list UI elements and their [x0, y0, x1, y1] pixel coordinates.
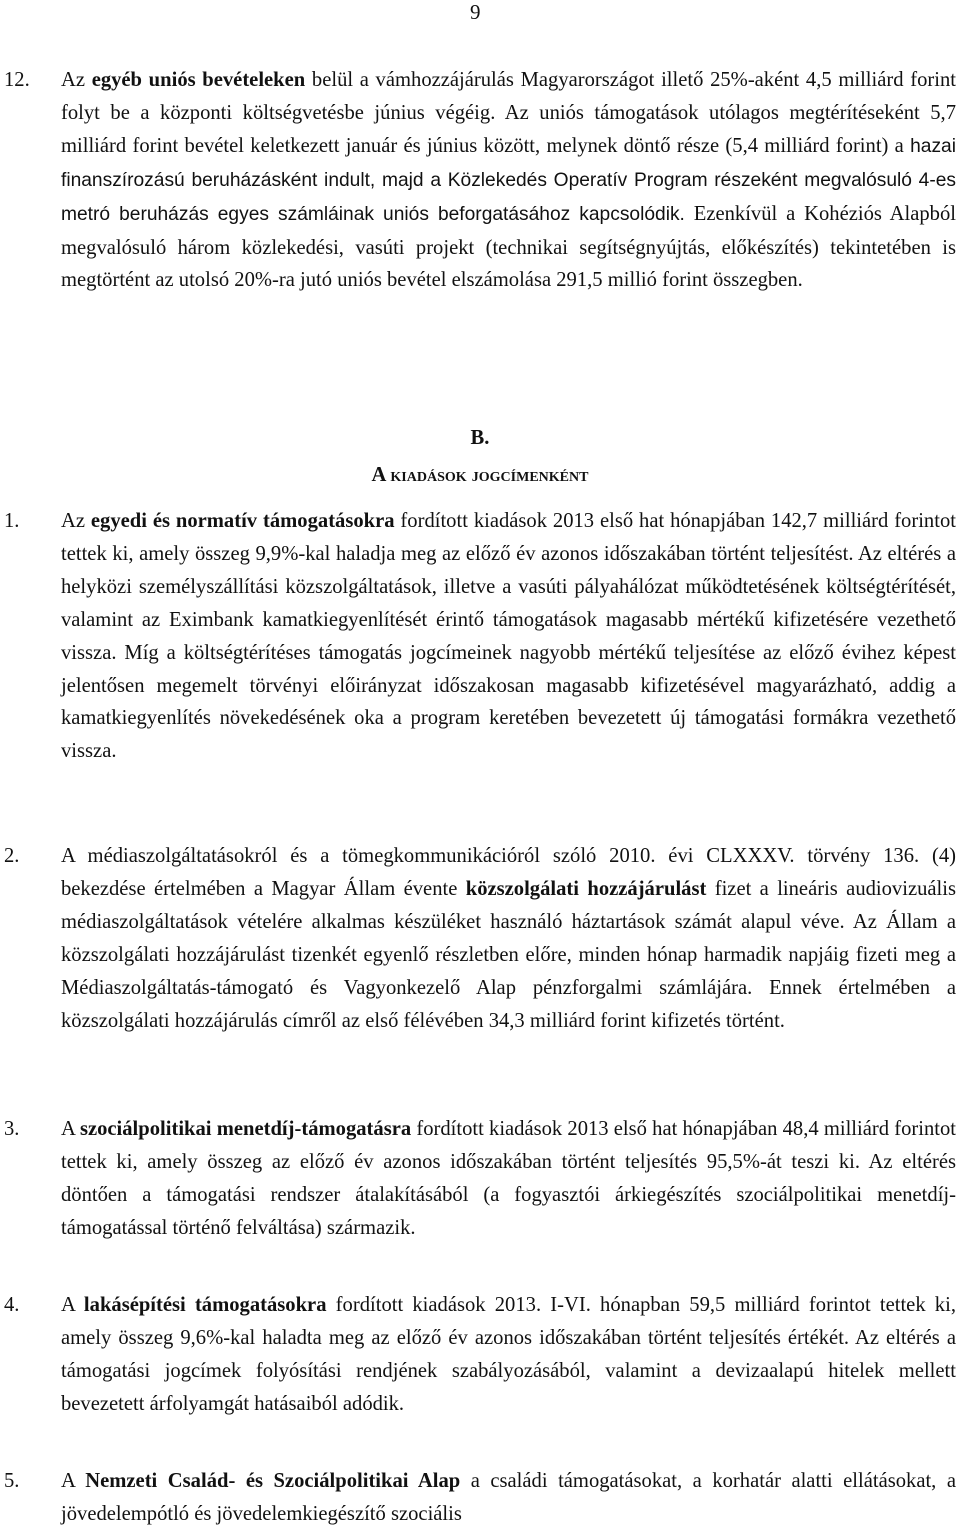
- item-text: [61, 505, 956, 768]
- text-segment: A: [61, 1294, 84, 1316]
- item-number: 1.: [4, 510, 20, 532]
- text-segment: a családi támogatásokat, a korhatár alatti ellátásokat, a jövedelempótló és jövedelemkiegészítő szociális: [61, 1470, 956, 1525]
- text-segment: fordított kiadások 2013. I-VI. hónapban 59,5 milliárd forintot tettek ki, amely összeg 9,6%-kal haladta meg az előző év azonos időszakában történt teljesítés értékét. Az eltérés a támogatási jogcímek folyósítási rendjének szabályozásából, valamint a devizaalapú hitelek mellett bevezetett árfolyamgát hatásaiból adódik.: [61, 1294, 956, 1415]
- text-segment-bold: lakásépítési támogatásokra: [83, 1294, 327, 1316]
- item-text: [61, 840, 956, 1037]
- item-text: [61, 1465, 956, 1531]
- list-item: [0, 840, 960, 1037]
- list-item: [0, 1465, 960, 1531]
- page-number: 9: [470, 0, 481, 24]
- section-title: A kiadások jogcímenként: [371, 464, 589, 486]
- text-segment: Ezenkívül a Kohéziós Alapból megvalósuló három közlekedési, vasúti projekt (technikai segítségnyújtás, előkészítés) tekintetében is megtörtént az utolsó 20%-ra jutó uniós bevétel elszámolása 291,5 millió forint összegben.: [61, 202, 956, 292]
- list-item: [0, 1113, 960, 1245]
- text-segment-sans: hazai finanszírozású beruházásként indult, majd a Közlekedés Operatív Program részeként megvalósuló 4-es metró beruházás egyes számláinak uniós beforgatásához kapcsolódik.: [61, 135, 956, 225]
- item-text: [61, 1289, 956, 1421]
- item-number: 5.: [4, 1470, 20, 1492]
- item-number: 12.: [4, 69, 30, 91]
- text-segment-bold: Nemzeti Család- és Szociálpolitikai Alap: [85, 1470, 461, 1492]
- list-item: [0, 64, 960, 297]
- list-item: [0, 1289, 960, 1421]
- text-segment: fordított kiadások 2013 első hat hónapjában 48,4 milliárd forintot tettek ki, amely összeg az előző év azonos időszakában történt teljesítés 95,5%-át teszi ki. Az eltérés döntően a támogatási rendszer átalakításából (a fogyasztói árkiegészítés szociálpolitikai menetdíj-támogatással történő felváltása) származik.: [61, 1118, 957, 1239]
- item-number: 2.: [4, 845, 20, 867]
- item-text: [61, 64, 956, 297]
- text-segment-bold: egyedi és normatív támogatásokra: [90, 510, 395, 532]
- text-segment: Az: [61, 510, 91, 532]
- text-segment: A: [61, 1118, 80, 1140]
- item-text: [61, 1113, 956, 1245]
- text-segment: A: [61, 1470, 86, 1492]
- list-item: [0, 505, 960, 768]
- section-letter: B.: [470, 427, 490, 449]
- text-segment: Az: [61, 69, 92, 91]
- text-segment: belül a vámhozzájárulás Magyarországot illető 25%-aként 4,5 milliárd forint folyt be a központi költségvetésbe június végéig. Az uniós támogatások utólagos megtérítéseként 5,7 milliárd forint bevétel keletkezett január és június között, melynek döntő része (5,4 milliárd forint) a: [61, 69, 956, 157]
- text-segment-bold: közszolgálati hozzájárulást: [465, 877, 707, 900]
- item-number: 4.: [4, 1294, 20, 1316]
- text-segment-bold: egyéb uniós bevételeken: [91, 69, 306, 91]
- text-segment: fordított kiadások 2013 első hat hónapjában 142,7 milliárd forintot tettek ki, amely összeg 9,9%-kal haladja meg az előző év azonos időszakában történt teljesítést. Az eltérés a helyközi személyszállítási közszolgáltatások, illetve a vasúti pályahálózat működtetésének költségtérítését, valamint az Eximbank kamatkiegyenlítését érintő támogatások magasabb mértékű kifizetésére vezethető vissza. Míg a költségtérítéses támogatás jogcímeinek nagyobb mértékű teljesítése az előző évihez képest jelentősen megemelt törvényi előirányzat időszakosan magasabb kifizetésével magyarázható, addig a kamatkiegyenlítés növekedésének oka a program keretében bevezetett új támogatási formákra vezethető vissza.: [61, 510, 956, 763]
- item-number: 3.: [4, 1118, 20, 1140]
- text-segment-bold: szociálpolitikai menetdíj-támogatásra: [79, 1118, 412, 1140]
- text-segment: A médiaszolgáltatásokról és a tömegkommunikációról szóló 2010. évi CLXXXV. törvény 136. (4) bekezdése értelmében a Magyar Állam évente: [61, 845, 956, 900]
- text-segment: fizet a lineáris audiovizuális médiaszolgáltatások vételére alkalmas készüléket használó háztartások számát alapul véve. Az Állam a közszolgálati hozzájárulást tizenkét egyenlő részletben előre, minden hónap harmadik napjáig fizeti meg a Médiaszolgáltatás-támogató és Vagyonkezelő Alap pénzforgalmi számlájára. Ennek értelmében a közszolgálati hozzájárulás címről az első félévében 34,3 milliárd forint kifizetés történt.: [61, 877, 956, 1032]
